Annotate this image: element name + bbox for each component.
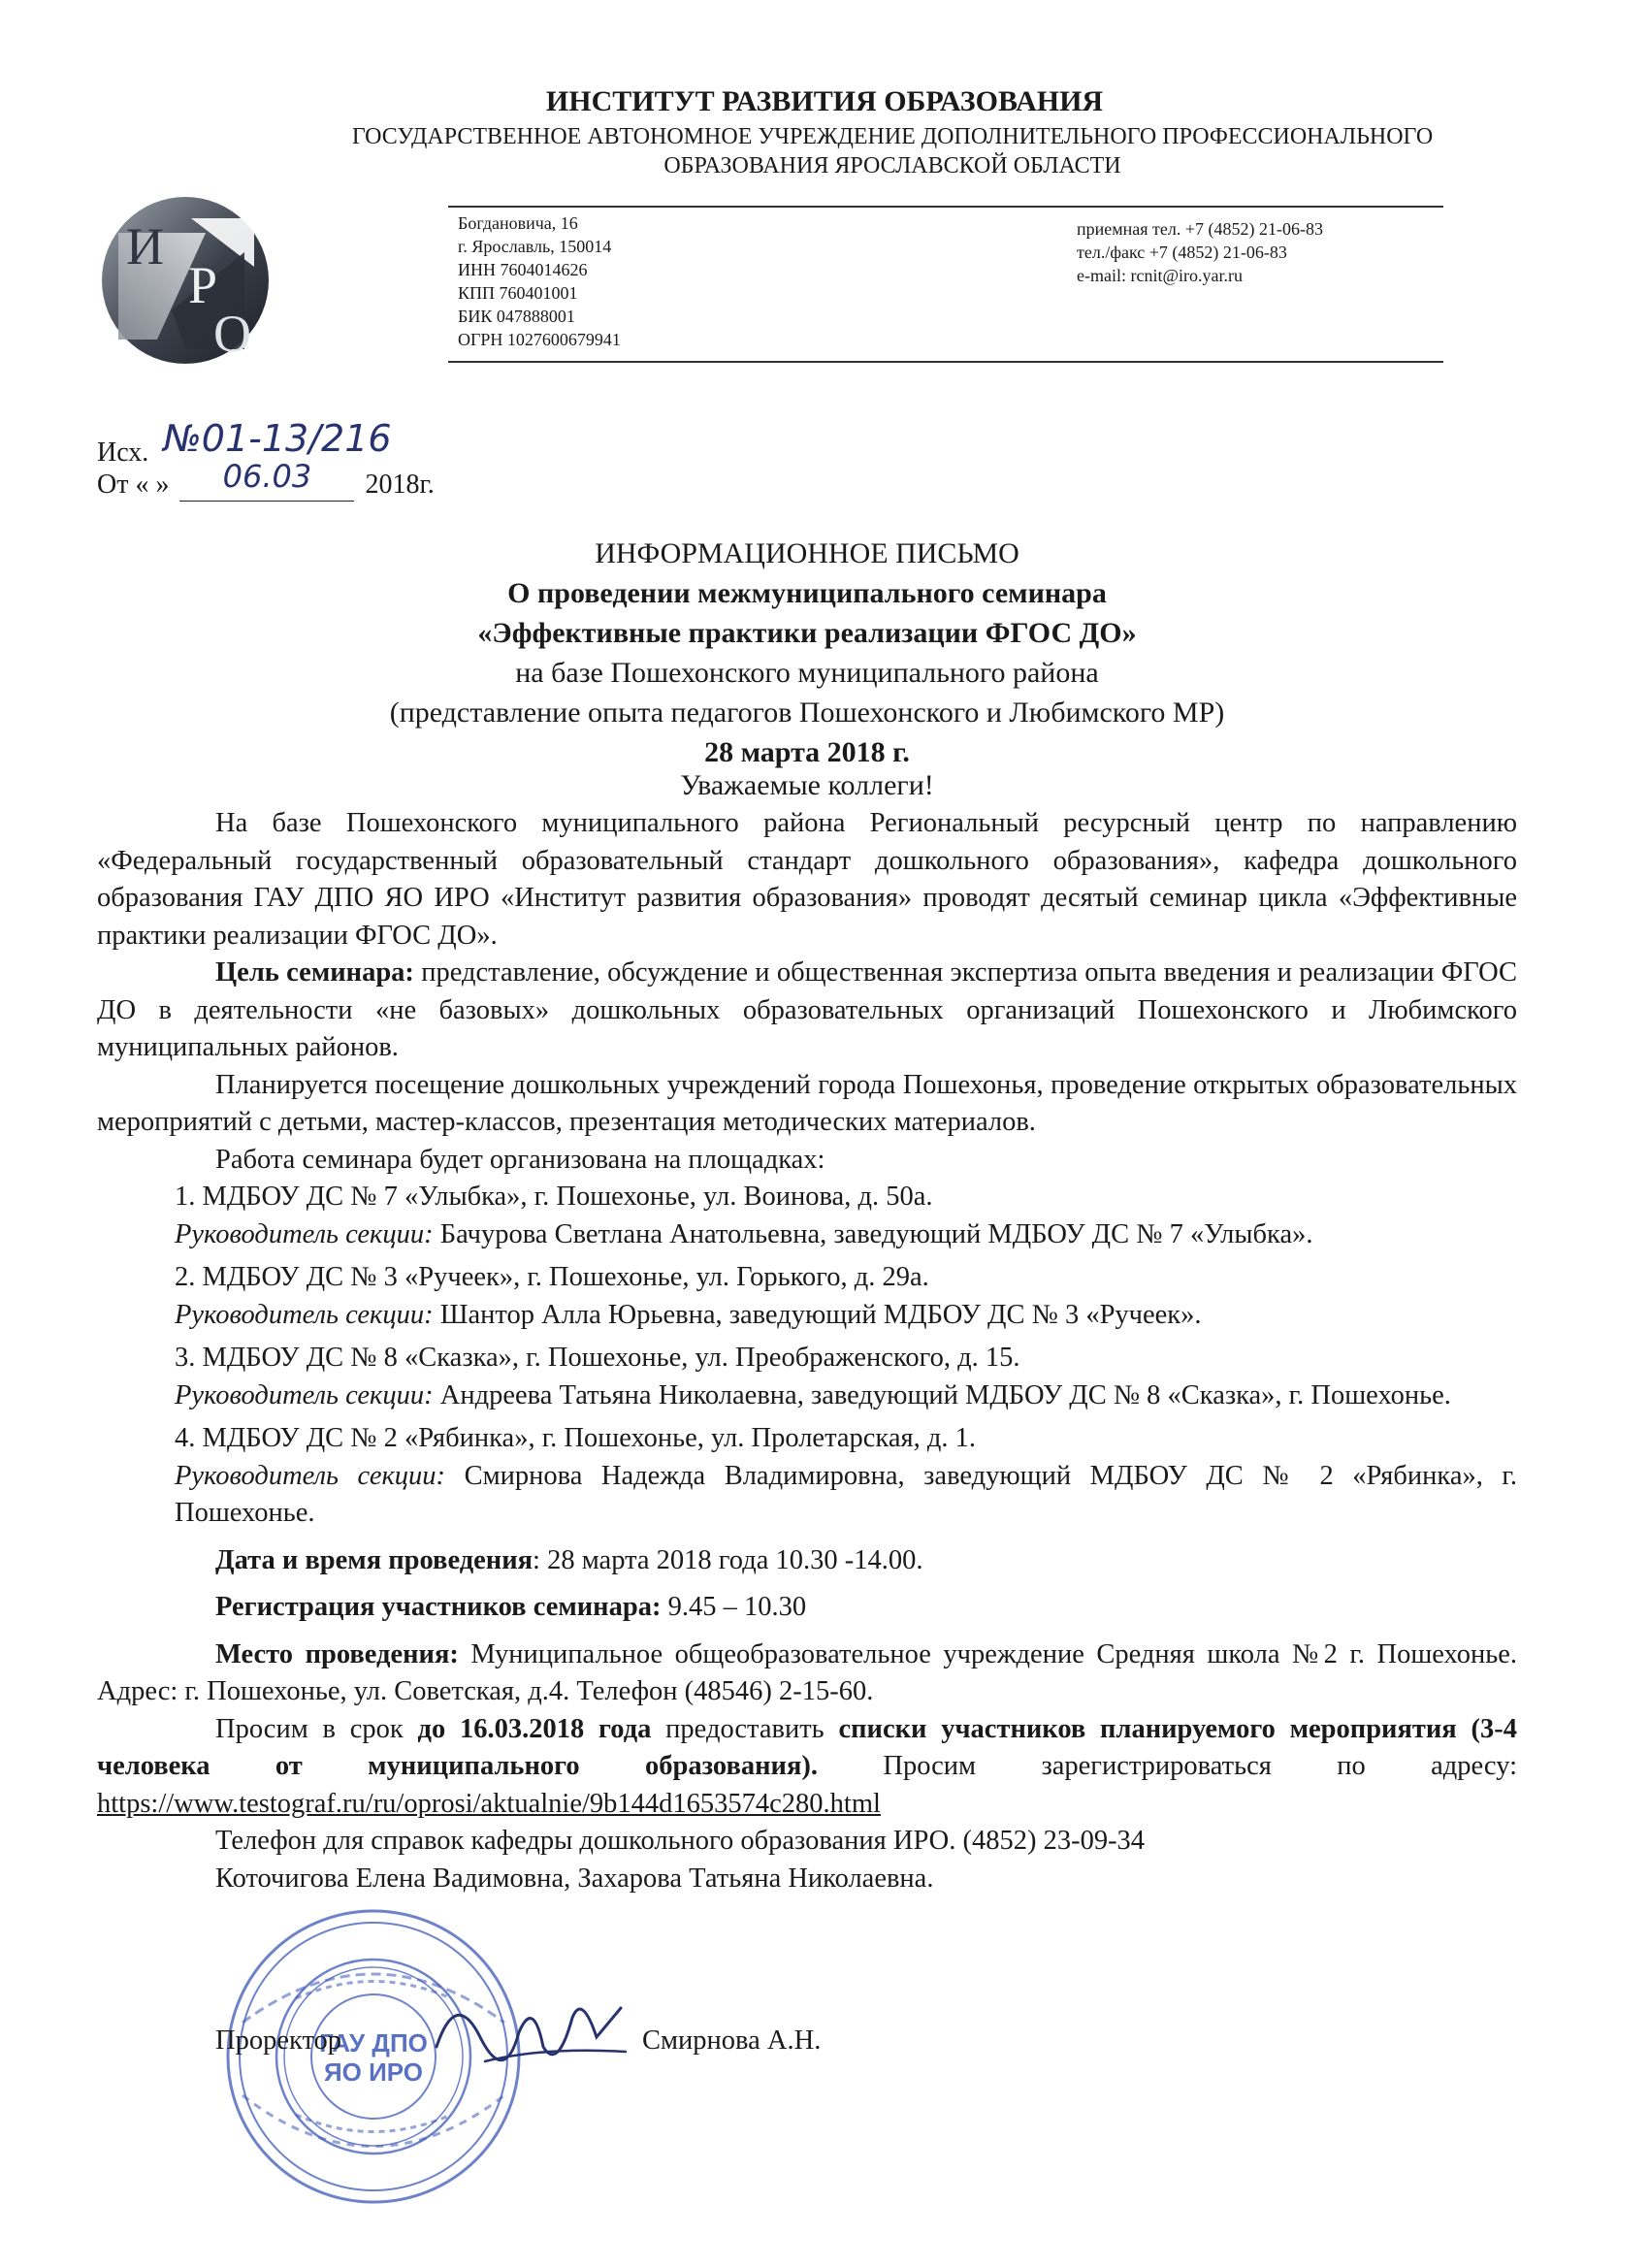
svg-text:Р: Р <box>188 256 218 314</box>
address-city: г. Ярославль, 150014 <box>458 237 612 256</box>
stamp-text-1: ГАУ ДПО <box>319 2028 428 2057</box>
letter-body <box>97 805 1517 1897</box>
paragraph-goal <box>97 955 1517 1067</box>
handwritten-signature <box>427 1979 640 2090</box>
outgoing-date <box>97 458 435 502</box>
goal-label: Цель семинара: <box>215 957 414 988</box>
signatory-name: Смирнова А.Н. <box>642 2025 822 2056</box>
request-deadline: до 16.03.2018 года <box>417 1713 652 1744</box>
address-inn: ИНН 7604014626 <box>458 260 588 279</box>
venue-text: Муниципальное общеобразовательное учреждение Средняя школа №2 г. Пошехонье. Адрес: г. Пошехонье, ул. Советская, д.4. Телефон (48546) 2-15-60. <box>97 1638 1517 1706</box>
stamp-text-2: ЯО ИРО <box>323 2057 424 2087</box>
address-street: Богдановича, 16 <box>458 213 578 233</box>
site-2-head <box>97 1297 1517 1335</box>
section-head-label: Руководитель секции: <box>175 1299 434 1330</box>
section-head-label: Руководитель секции: <box>175 1379 434 1410</box>
paragraph-request <box>97 1711 1517 1824</box>
contact-email: e-mail: rcnit@iro.yar.ru <box>1077 266 1244 285</box>
svg-text:О: О <box>213 305 251 363</box>
datetime-label: Дата и время проведения <box>215 1544 534 1575</box>
subject-line-4: (представление опыта педагогов Пошехонского и Любимского МР) <box>389 697 1225 729</box>
section-head-label: Руководитель секции: <box>175 1460 446 1491</box>
site-3-place: 3. МДБОУ ДС № 8 «Сказка», г. Пошехонье, ул. Преображенского, д. 15. <box>175 1343 1020 1373</box>
site-3-head-text: Андреева Татьяна Николаевна, заведующий МДБОУ ДС № 8 «Сказка», г. Пошехонье. <box>433 1379 1451 1410</box>
address-bik: БИК 047888001 <box>458 307 575 326</box>
request-lists: списки участников планируемого мероприятия (3-4 человека от муниципального образования). <box>97 1713 1517 1781</box>
registration-text: 9.45 – 10.30 <box>661 1592 807 1622</box>
address-kpp: КПП 760401001 <box>458 283 578 303</box>
org-subtitle-line-1: ГОСУДАРСТВЕННОЕ АВТОНОМНОЕ УЧРЕЖДЕНИЕ ДОПОЛНИТЕЛЬНОГО ПРОФЕССИОНАЛЬНОГО <box>351 124 1434 149</box>
registration-label: Регистрация участников семинара: <box>215 1592 662 1622</box>
subject-line-1: О проведении межмуниципального семинара <box>507 577 1107 609</box>
subject-line-3: на базе Пошехонского муниципального района <box>515 657 1099 689</box>
address-ogrn: ОГРН 1027600679941 <box>458 330 621 349</box>
org-subtitle <box>291 122 1494 180</box>
paragraph-intro: На базе Пошехонского муниципального района Региональный ресурсный центр по направлению «Федеральный государственный образовательный стандарт дошкольного образования», кафедра дошкольного образования ГАУ ДПО ЯО ИРО «Институт развития образования» проводят десятый семинар цикла «Эффективные практики реализации ФГОС ДО». <box>97 808 1517 951</box>
org-title: ИНСТИТУТ РАЗВИТИЯ ОБРАЗОВАНИЯ <box>545 85 1104 117</box>
site-1-place: 1. МДБОУ ДС № 7 «Улыбка», г. Пошехонье, ул. Воинова, д. 50а. <box>175 1182 933 1212</box>
site-4-head-text: Смирнова Надежда Владимировна, заведующий МДБОУ ДС № 2 «Рябинка», г. Пошехонье. <box>175 1460 1517 1528</box>
paragraph-phone: Телефон для справок кафедры дошкольного образования ИРО. (4852) 23-09-34 <box>215 1826 1146 1856</box>
letter-caption <box>97 534 1517 772</box>
greeting: Уважаемые коллеги! <box>680 769 934 801</box>
contacts-block <box>1077 217 1323 287</box>
top-rule <box>448 206 1443 208</box>
bottom-rule <box>448 361 1443 363</box>
signature-icon <box>427 1979 640 2086</box>
site-4-head <box>97 1458 1517 1533</box>
registration-link[interactable]: https://www.testograf.ru/ru/oprosi/aktualnie/9b144d1653574c280.html <box>97 1788 881 1819</box>
ref-label: Исх. <box>97 437 149 468</box>
request-text-3: Просим зарегистрироваться по адресу: <box>817 1751 1517 1781</box>
request-text-2: предоставить <box>651 1713 839 1744</box>
datetime-text: : 28 марта 2018 года 10.30 -14.00. <box>533 1544 923 1575</box>
doc-type: ИНФОРМАЦИОННОЕ ПИСЬМО <box>595 537 1019 569</box>
contact-fax: тел./факс +7 (4852) 21-06-83 <box>1077 243 1287 262</box>
site-1-head-text: Бачурова Светлана Анатольевна, заведующий МДБОУ ДС № 7 «Улыбка». <box>433 1218 1313 1249</box>
address-block <box>458 211 621 351</box>
ref-handwritten: №01-13/216 <box>163 417 392 460</box>
signatory-position: Проректор <box>215 2025 342 2056</box>
iro-logo-icon <box>99 194 272 367</box>
goal-text: представление, обсуждение и общественная экспертиза опыта введения и реализации ФГОС ДО в деятельности «не базовых» дошкольных образовательных организаций Пошехонского и Любимского муниципальных районов. <box>97 957 1518 1062</box>
paragraph-plan: Планируется посещение дошкольных учреждений города Пошехонья, проведение открытых образовательных мероприятий с детьми, мастер-классов, презентация методических материалов. <box>97 1069 1517 1137</box>
date-field <box>179 458 354 502</box>
subject-line-2: «Эффективные практики реализации ФГОС ДО» <box>477 617 1137 649</box>
org-subtitle-line-2: ОБРАЗОВАНИЯ ЯРОСЛАВСКОЙ ОБЛАСТИ <box>663 153 1121 178</box>
paragraph-datetime <box>97 1542 1517 1580</box>
request-text-1: Просим в срок <box>215 1713 418 1744</box>
section-head-label: Руководитель секции: <box>175 1218 434 1249</box>
paragraph-registration <box>97 1589 1517 1627</box>
venue-label: Место проведения: <box>215 1638 459 1669</box>
paragraph-venue <box>97 1636 1517 1711</box>
paragraph-sites-intro: Работа семинара будет организована на площадках: <box>215 1144 825 1175</box>
site-3-head <box>97 1377 1517 1415</box>
site-4-place: 4. МДБОУ ДС № 2 «Рябинка», г. Пошехонье, ул. Пролетарская, д. 1. <box>175 1423 976 1453</box>
event-date: 28 марта 2018 г. <box>704 736 910 768</box>
date-handwritten: 06.03 <box>222 458 312 495</box>
iro-logo <box>99 194 272 367</box>
date-label: От « » <box>97 470 170 500</box>
site-2-head-text: Шантор Алла Юрьевна, заведующий МДБОУ ДС № 3 «Ручеек». <box>433 1299 1202 1330</box>
svg-text:И: И <box>126 217 164 275</box>
site-2-place: 2. МДБОУ ДС № 3 «Ручеек», г. Пошехонье, ул. Горького, д. 29а. <box>175 1262 929 1292</box>
date-year: 2018г. <box>365 470 435 500</box>
contact-reception: приемная тел. +7 (4852) 21-06-83 <box>1077 219 1324 239</box>
paragraph-contacts: Коточигова Елена Вадимовна, Захарова Татьяна Николаевна. <box>215 1863 934 1894</box>
site-1-head <box>97 1216 1517 1254</box>
